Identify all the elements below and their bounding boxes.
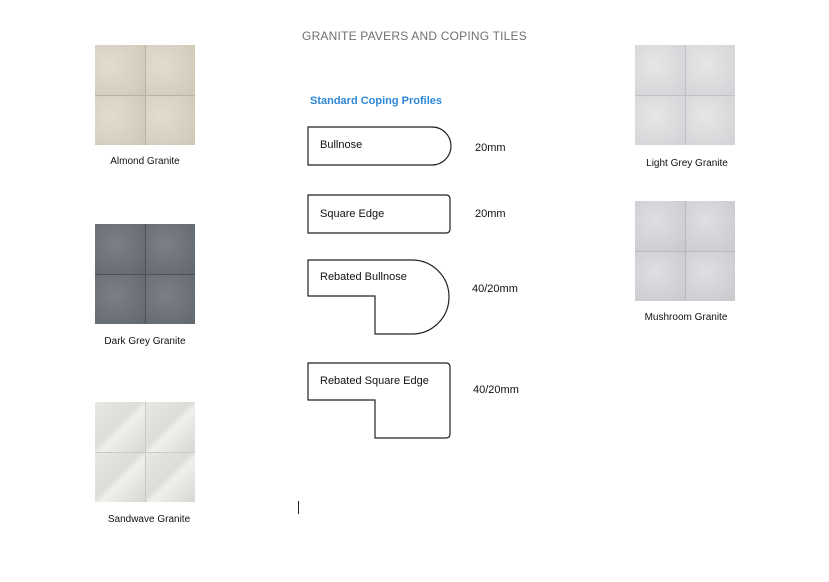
bullnose-dimension: 20mm	[475, 142, 506, 154]
rebated-bullnose-label: Rebated Bullnose	[320, 271, 407, 283]
rebated-square-edge-dimension: 40/20mm	[473, 384, 519, 396]
mushroom-granite-label: Mushroom Granite	[644, 312, 728, 323]
rebated-bullnose-dimension: 40/20mm	[472, 283, 518, 295]
square-edge-label: Square Edge	[320, 208, 385, 220]
document-title: GRANITE PAVERS AND COPING TILES	[302, 29, 527, 43]
bullnose-label: Bullnose	[320, 139, 363, 151]
square-edge-dimension: 20mm	[475, 208, 506, 220]
dark-grey-granite-label: Dark Grey Granite	[104, 336, 186, 347]
light-grey-granite-label: Light Grey Granite	[646, 158, 728, 169]
almond-granite-label: Almond Granite	[110, 156, 180, 167]
rebated-square-edge-label: Rebated Square Edge	[320, 375, 429, 387]
sandwave-granite-label: Sandwave Granite	[107, 514, 191, 525]
text-cursor	[298, 501, 299, 514]
coping-profiles-heading: Standard Coping Profiles	[310, 95, 443, 107]
